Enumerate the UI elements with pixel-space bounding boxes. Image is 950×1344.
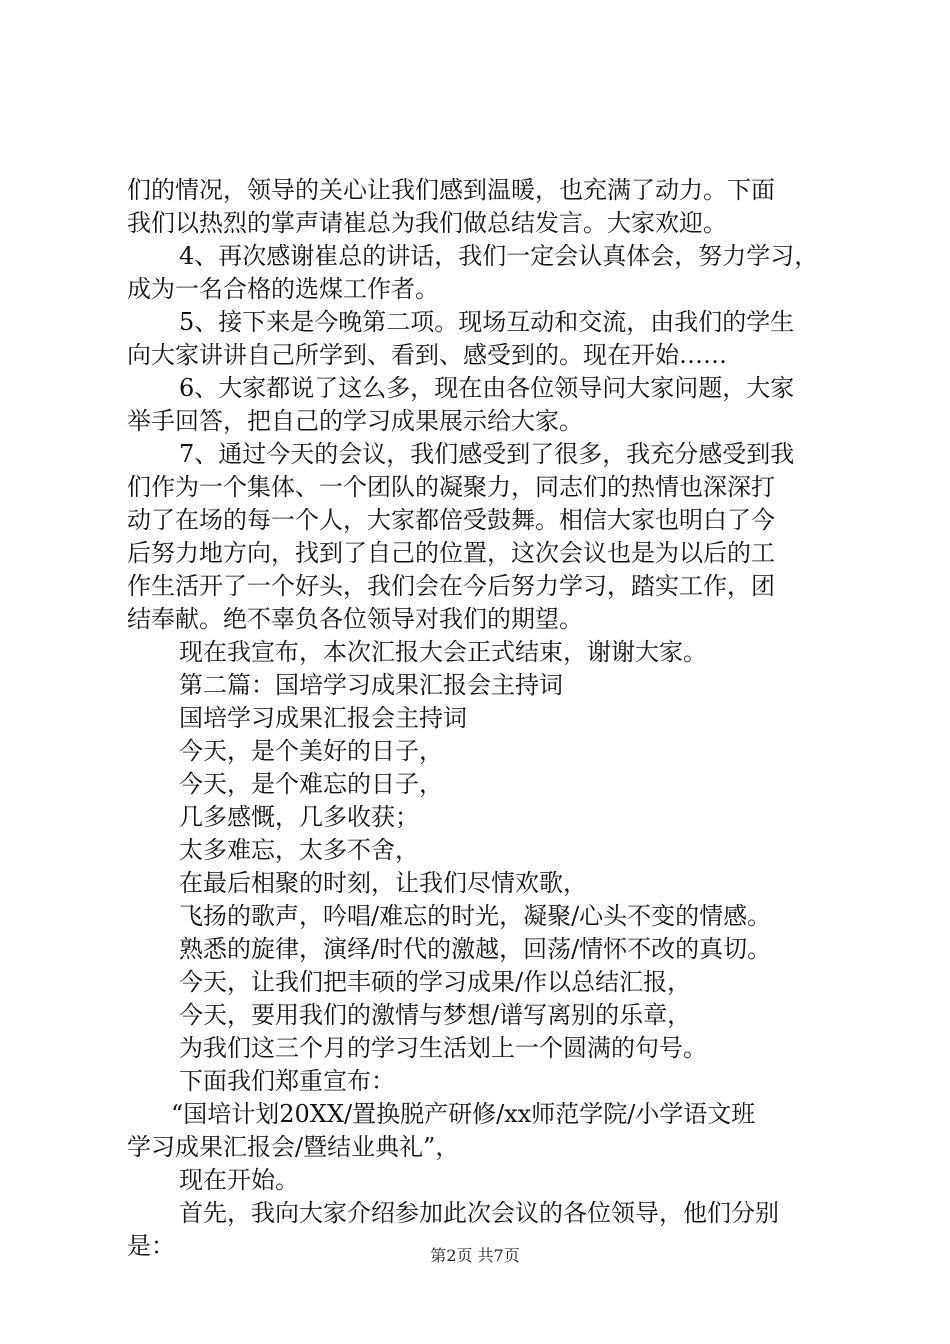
text-line: 举手回答，把自己的学习成果展示给大家。 <box>127 407 583 435</box>
text-line: 作生活开了一个好头，我们会在今后努力学习，踏实工作，团 <box>127 572 775 600</box>
section-heading: 第二篇：国培学习成果汇报会主持词 <box>179 671 563 699</box>
text-line: 今天，是个难忘的日子， <box>179 770 443 798</box>
text-line: 5、接下来是今晚第二项。现场互动和交流，由我们的学生 <box>179 308 795 336</box>
text-line: 太多难忘，太多不舍， <box>179 836 419 864</box>
text-line: 们的情况，领导的关心让我们感到温暖，也充满了动力。下面 <box>127 176 775 204</box>
text-line: 现在我宣布，本次汇报大会正式结束，谢谢大家。 <box>179 638 707 666</box>
text-line: 为我们这三个月的学习生活划上一个圆满的句号。 <box>179 1034 707 1062</box>
text-line: 现在开始。 <box>179 1166 299 1194</box>
text-line: 4、再次感谢崔总的讲话，我们一定会认真体会，努力学习， <box>179 242 819 270</box>
text-line: 向大家讲讲自己所学到、看到、感受到的。现在开始…… <box>127 341 727 369</box>
text-line: 7、通过今天的会议，我们感受到了很多，我充分感受到我 <box>179 440 795 468</box>
text-line: 今天，让我们把丰硕的学习成果/作以总结汇报， <box>179 968 692 996</box>
text-line: 首先，我向大家介绍参加此次会议的各位领导，他们分别 <box>179 1199 779 1227</box>
text-line: 今天，是个美好的日子， <box>179 737 443 765</box>
text-line: 下面我们郑重宣布： <box>179 1067 395 1095</box>
text-line: 6、大家都说了这么多，现在由各位领导问大家问题，大家 <box>179 374 795 402</box>
page-number-footer: 第2页 共7页 <box>430 1246 520 1265</box>
text-line: 我们以热烈的掌声请崔总为我们做总结发言。大家欢迎。 <box>127 209 727 237</box>
text-line: 今天，要用我们的激情与梦想/谱写离别的乐章， <box>179 1001 692 1029</box>
text-line: 在最后相聚的时刻，让我们尽情欢歌， <box>179 869 587 897</box>
text-line: “国培计划20XX/置换脱产研修/xx师范学院/小学语文班 <box>171 1100 756 1128</box>
section-title: 国培学习成果汇报会主持词 <box>179 704 467 732</box>
text-line: 动了在场的每一个人，大家都倍受鼓舞。相信大家也明白了今 <box>127 506 775 534</box>
text-line: 成为一名合格的选煤工作者。 <box>127 275 439 303</box>
text-line: 结奉献。绝不辜负各位领导对我们的期望。 <box>127 605 583 633</box>
text-line: 是： <box>127 1232 175 1260</box>
text-line: 学习成果汇报会/暨结业典礼”， <box>127 1133 460 1161</box>
text-line: 熟悉的旋律，演绎/时代的激越，回荡/情怀不改的真切。 <box>179 935 772 963</box>
document-body <box>127 174 827 1263</box>
text-line: 飞扬的歌声，吟唱/难忘的时光，凝聚/心头不变的情感。 <box>179 902 772 930</box>
text-line: 们作为一个集体、一个团队的凝聚力，同志们的热情也深深打 <box>127 473 775 501</box>
text-line: 几多感慨，几多收获； <box>179 803 419 831</box>
text-line: 后努力地方向，找到了自己的位置，这次会议也是为以后的工 <box>127 539 775 567</box>
